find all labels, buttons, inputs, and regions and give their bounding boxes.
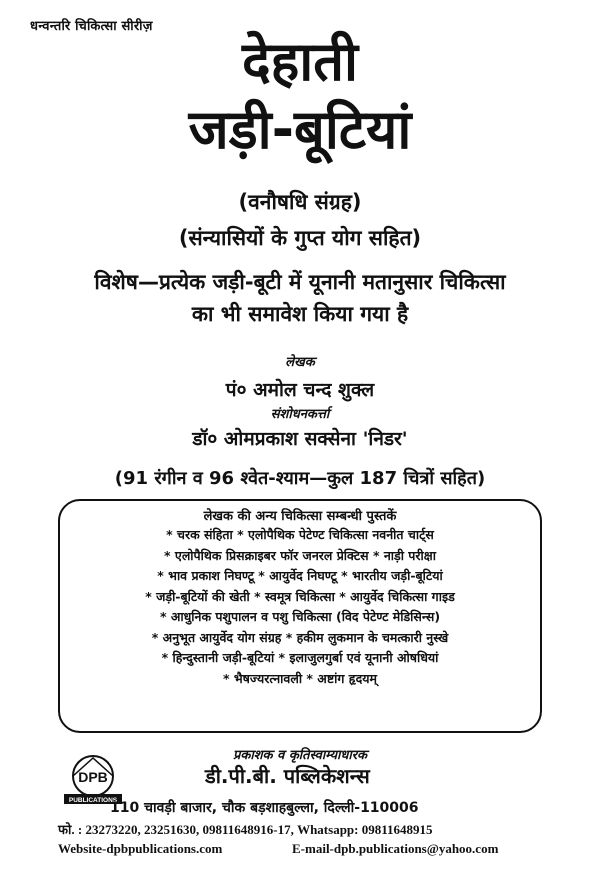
publisher-phone: फो. : 23273220, 23251630, 09811648916-17, Whatsapp: 09811648915 (58, 822, 433, 837)
pictures-note: (91 रंगीन व 96 श्वेत-श्याम—कुल 187 चित्रों सहित) (114, 468, 486, 489)
book-list-line: * अनुभूत आयुर्वेद योग संग्रह * हकीम लुकमान के चमत्कारी नुस्खे (151, 629, 449, 645)
book-title-line-1: देहाती (241, 30, 359, 93)
subtitle-line-1: (वनौषधि संग्रह) (238, 190, 362, 214)
book-list-line: * भाव प्रकाश निघण्टू * आयुर्वेद निघण्टू * भारतीय जड़ी-बूटियां (157, 568, 443, 583)
publisher-website: Website-dpbpublications.com (58, 841, 223, 856)
author-label: लेखक (285, 355, 315, 370)
publisher-address: 110 चावड़ी बाजार, चौक बड़शाहबुल्ला, दिल्ली-110006 (110, 800, 419, 816)
logo-text: DPB (78, 769, 108, 785)
book-list-line: * जड़ी-बूटियों की खेती * स्वमूत्र चिकित्सा * आयुर्वेद चिकित्सा गाइड (145, 588, 455, 604)
author-name: पं० अमोल चन्द शुक्ल (225, 379, 375, 401)
special-note-line-1: विशेष—प्रत्येक जड़ी-बूटी में यूनानी मतानुसार चिकित्सा (94, 270, 506, 294)
publisher-email: E-mail-dpb.publications@yahoo.com (292, 841, 499, 856)
series-name: धन्वन्तरि चिकित्सा सीरीज़ (30, 19, 153, 34)
publisher-label: प्रकाशक व कृतिस्वाम्याधारक (232, 748, 368, 763)
other-books-heading: लेखक की अन्य चिकित्सा सम्बन्धी पुस्तकें (203, 509, 397, 524)
logo-subtext: PUBLICATIONS (68, 797, 118, 804)
book-title-line-2: जड़ी-बूटियां (188, 98, 412, 161)
special-note-line-2: का भी समावेश किया गया है (191, 302, 409, 326)
book-list-line: * आधुनिक पशुपालन व पशु चिकित्सा (विद पेटेण्ट मेडिसिन्स) (159, 609, 441, 624)
editor-name: डॉ० ओमप्रकाश सक्सेना 'निडर' (192, 428, 408, 450)
publisher-name: डी.पी.बी. पब्लिकेशन्स (205, 764, 370, 788)
book-list-line: * भैषज्यरत्नावली * अष्टांग हृदयम् (222, 670, 378, 686)
book-list-line: * हिन्दुस्तानी जड़ी-बूटियां * इलाजुलगुर्बा एवं यूनानी ओषधियां (161, 650, 439, 665)
book-list-line: * एलोपैथिक प्रिसक्राइबर फॉर जनरल प्रेक्टिस * नाड़ी परीक्षा (164, 547, 436, 563)
subtitle-line-2: (संन्यासियों के गुप्त योग सहित) (178, 226, 422, 250)
editor-label: संशोधनकर्त्ता (270, 407, 330, 422)
book-list-line: * चरक संहिता * एलोपैथिक पेटेण्ट चिकित्सा नवनीत चार्ट्स (166, 527, 434, 542)
other-books-box (58, 499, 542, 733)
